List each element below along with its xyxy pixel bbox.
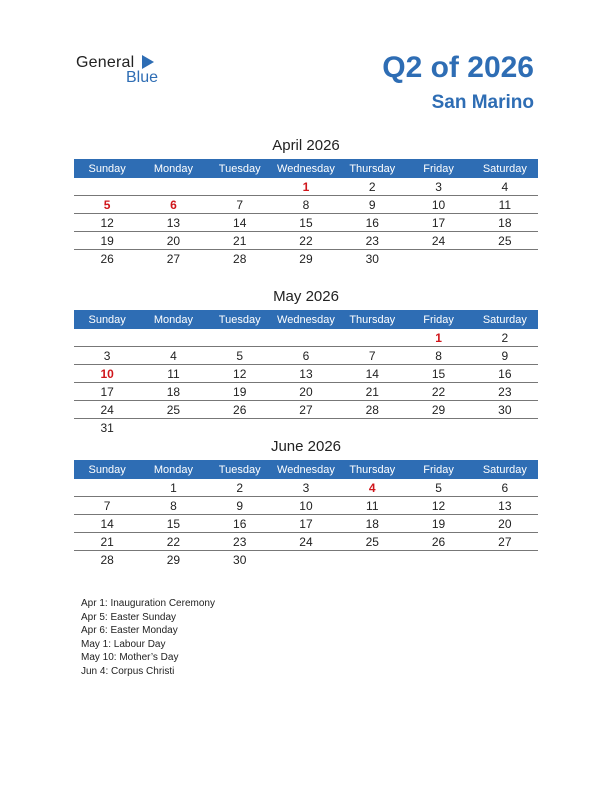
week-row [74, 401, 538, 419]
week-row [74, 479, 538, 497]
month-title: April 2026 [272, 137, 340, 154]
day-cell: 12 [207, 365, 273, 383]
empty-day-cell [273, 329, 339, 347]
week-row [74, 329, 538, 347]
day-cell: 27 [273, 401, 339, 419]
day-cell: 6 [273, 347, 339, 365]
day-cell: 14 [207, 214, 273, 232]
day-cell: 6 [472, 479, 538, 497]
holiday-note: Apr 6: Easter Monday [81, 625, 178, 636]
holiday-note: Jun 4: Corpus Christi [81, 665, 175, 677]
empty-day-cell [472, 419, 538, 437]
day-cell: 21 [207, 232, 273, 250]
day-cell: 25 [339, 533, 405, 551]
day-cell: 11 [472, 196, 538, 214]
empty-day-cell [273, 551, 339, 569]
empty-day-cell [207, 178, 273, 196]
empty-day-cell [140, 178, 206, 196]
empty-day-cell [472, 551, 538, 569]
day-cell: 11 [140, 365, 206, 383]
day-cell: 31 [100, 420, 114, 435]
day-cell: 10 [273, 497, 339, 515]
day-cell: 3 [74, 347, 140, 365]
calendar-grid [74, 159, 538, 267]
month-may [74, 287, 538, 436]
month-title: May 2026 [273, 288, 339, 305]
weekday-header: Monday [140, 310, 206, 329]
day-cell: 1 [273, 178, 339, 196]
day-cell: 2 [207, 479, 273, 497]
weekday-header: Wednesday [273, 460, 339, 479]
empty-day-cell [74, 178, 140, 196]
day-cell: 26 [100, 251, 114, 266]
day-cell: 24 [405, 232, 471, 250]
day-cell: 18 [339, 515, 405, 533]
day-cell: 22 [405, 383, 471, 401]
day-cell: 29 [405, 401, 471, 419]
day-cell: 28 [339, 401, 405, 419]
day-cell: 4 [472, 178, 538, 196]
day-cell: 19 [405, 515, 471, 533]
day-cell: 15 [140, 515, 206, 533]
week-row [74, 250, 538, 268]
empty-day-cell [339, 329, 405, 347]
day-cell: 9 [207, 497, 273, 515]
day-cell: 13 [273, 365, 339, 383]
day-cell: 26 [405, 533, 471, 551]
holiday-note: Apr 5: Easter Sunday [81, 611, 177, 623]
empty-day-cell [207, 329, 273, 347]
holiday-note: May 10: Mother’s Day [81, 652, 179, 663]
day-cell: 6 [140, 196, 206, 214]
weekday-header: Thursday [339, 159, 405, 178]
calendar-grid [74, 460, 538, 568]
week-row [74, 347, 538, 365]
day-cell: 24 [74, 401, 140, 419]
day-cell: 27 [166, 251, 181, 266]
day-cell: 9 [472, 347, 538, 365]
day-cell: 18 [472, 214, 538, 232]
day-cell: 5 [207, 347, 273, 365]
day-cell: 5 [74, 196, 140, 214]
day-cell: 4 [339, 479, 405, 497]
week-row [74, 196, 538, 214]
day-cell: 20 [472, 515, 538, 533]
week-row [74, 551, 538, 569]
day-cell: 2 [472, 329, 538, 347]
holiday-note: Apr 1: Inauguration Ceremony [81, 598, 215, 609]
day-cell: 7 [74, 497, 140, 515]
day-cell: 10 [405, 196, 471, 214]
month-april [74, 136, 538, 267]
day-cell: 29 [299, 251, 313, 266]
weekday-header: Monday [140, 460, 206, 479]
empty-day-cell [339, 419, 405, 437]
weekday-header: Tuesday [207, 310, 273, 329]
empty-day-cell [273, 419, 339, 437]
weekday-header: Tuesday [207, 159, 273, 178]
week-row [74, 232, 538, 250]
holiday-note: May 1: Labour Day [81, 638, 166, 650]
day-cell: 30 [233, 552, 247, 567]
day-cell: 16 [207, 515, 273, 533]
day-cell: 23 [339, 232, 405, 250]
day-cell: 5 [405, 479, 471, 497]
empty-day-cell [405, 551, 471, 569]
weekday-header: Sunday [74, 310, 140, 329]
day-cell: 7 [339, 347, 405, 365]
day-cell: 16 [339, 214, 405, 232]
weekday-header-row [74, 460, 538, 479]
day-cell: 8 [273, 196, 339, 214]
weekday-header: Wednesday [273, 310, 339, 329]
day-cell: 27 [472, 533, 538, 551]
week-row [74, 365, 538, 383]
logo-flag-icon [142, 55, 154, 69]
generalblue-logo [76, 54, 176, 88]
weekday-header: Friday [405, 310, 471, 329]
weekday-header: Wednesday [273, 159, 339, 178]
day-cell: 14 [74, 515, 140, 533]
day-cell: 11 [339, 497, 405, 515]
day-cell: 3 [273, 479, 339, 497]
day-cell: 15 [405, 365, 471, 383]
day-cell: 4 [140, 347, 206, 365]
day-cell: 1 [140, 479, 206, 497]
weekday-header: Sunday [74, 159, 140, 178]
day-cell: 23 [472, 383, 538, 401]
day-cell: 13 [472, 497, 538, 515]
day-cell: 21 [339, 383, 405, 401]
day-cell: 8 [405, 347, 471, 365]
logo-blue-text: Blue [126, 69, 159, 86]
day-cell: 15 [273, 214, 339, 232]
day-cell: 30 [365, 251, 379, 266]
weekday-header: Saturday [472, 310, 538, 329]
weekday-header: Tuesday [207, 460, 273, 479]
weekday-header-row [74, 310, 538, 329]
day-cell: 10 [74, 365, 140, 383]
empty-day-cell [207, 419, 273, 437]
empty-day-cell [140, 329, 206, 347]
week-row [74, 178, 538, 196]
week-row [74, 383, 538, 401]
day-cell: 3 [405, 178, 471, 196]
empty-day-cell [405, 250, 471, 268]
empty-day-cell [140, 419, 206, 437]
country-name: San Marino [431, 92, 534, 113]
empty-day-cell [405, 419, 471, 437]
day-cell: 17 [74, 383, 140, 401]
day-cell: 25 [140, 401, 206, 419]
day-cell: 30 [472, 401, 538, 419]
month-june [74, 437, 538, 568]
day-cell: 12 [74, 214, 140, 232]
day-cell: 21 [74, 533, 140, 551]
week-row [74, 515, 538, 533]
month-title: June 2026 [270, 438, 342, 455]
day-cell: 7 [207, 196, 273, 214]
day-cell: 19 [207, 383, 273, 401]
day-cell: 14 [339, 365, 405, 383]
day-cell: 18 [140, 383, 206, 401]
weekday-header: Thursday [339, 460, 405, 479]
logo-general-text: General [76, 54, 135, 71]
day-cell: 8 [140, 497, 206, 515]
day-cell: 25 [472, 232, 538, 250]
day-cell: 28 [233, 251, 247, 266]
day-cell: 9 [339, 196, 405, 214]
day-cell: 1 [405, 329, 471, 347]
weekday-header: Saturday [472, 159, 538, 178]
weekday-header: Saturday [472, 460, 538, 479]
day-cell: 13 [140, 214, 206, 232]
weekday-header-row [74, 159, 538, 178]
weekday-header: Friday [405, 159, 471, 178]
day-cell: 12 [405, 497, 471, 515]
weekday-header: Monday [140, 159, 206, 178]
day-cell: 28 [100, 552, 114, 567]
weekday-header: Sunday [74, 460, 140, 479]
week-row [74, 497, 538, 515]
page-title: Q2 of 2026 [382, 51, 534, 84]
week-row [74, 419, 538, 437]
week-row [74, 214, 538, 232]
day-cell: 22 [140, 533, 206, 551]
empty-day-cell [74, 329, 140, 347]
weekday-header: Friday [405, 460, 471, 479]
day-cell: 16 [472, 365, 538, 383]
day-cell: 22 [273, 232, 339, 250]
holiday-notes [81, 597, 215, 678]
empty-day-cell [339, 551, 405, 569]
week-row [74, 533, 538, 551]
day-cell: 20 [140, 232, 206, 250]
day-cell: 20 [273, 383, 339, 401]
day-cell: 24 [273, 533, 339, 551]
day-cell: 19 [74, 232, 140, 250]
empty-day-cell [74, 479, 140, 497]
day-cell: 23 [207, 533, 273, 551]
calendar-grid [74, 310, 538, 436]
day-cell: 17 [405, 214, 471, 232]
day-cell: 2 [339, 178, 405, 196]
day-cell: 26 [207, 401, 273, 419]
empty-day-cell [472, 250, 538, 268]
day-cell: 17 [273, 515, 339, 533]
day-cell: 29 [166, 552, 181, 567]
weekday-header: Thursday [339, 310, 405, 329]
